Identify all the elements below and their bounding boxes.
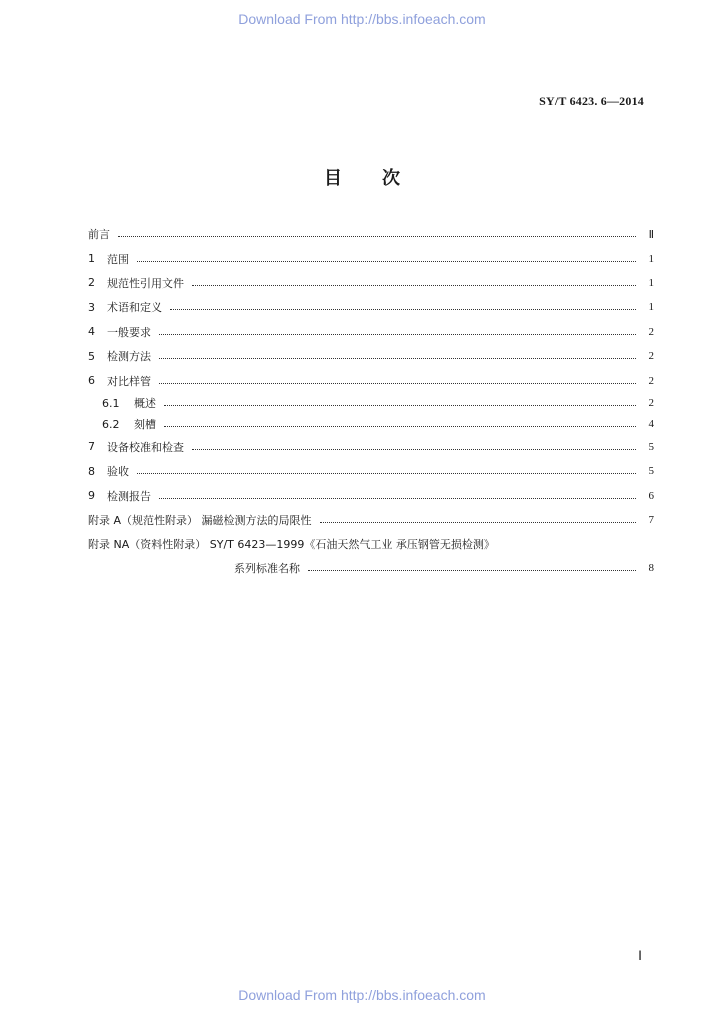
toc-leader-dots: [170, 308, 636, 310]
toc-label: 附录 NA（资料性附录） SY/T 6423—1999《石油天然气工业 承压钢管无损检测》: [88, 538, 495, 552]
toc-entry-6-2[interactable]: [88, 414, 654, 435]
toc-label: 验收: [107, 465, 129, 479]
toc-page-number: 7: [648, 514, 654, 527]
toc-page-number: 2: [648, 397, 654, 410]
toc-leader-dots: [159, 497, 636, 499]
toc-page-number: 1: [648, 301, 654, 314]
toc-entry-4[interactable]: [88, 320, 654, 344]
toc-entry-6-1[interactable]: [88, 393, 654, 414]
toc-leader-dots: [320, 521, 636, 523]
toc-leader-dots: [159, 357, 636, 359]
toc-page-number: 6: [648, 489, 654, 502]
toc-page-number: 5: [648, 465, 654, 478]
page-title: [0, 164, 724, 190]
toc-leader-dots: [164, 404, 636, 406]
toc-number: 7: [88, 440, 95, 454]
toc-leader-dots: [118, 235, 636, 237]
toc-number: 1: [88, 252, 95, 266]
toc-label: 前言: [88, 228, 110, 242]
toc-page-number: 2: [648, 374, 654, 387]
toc-number: 6: [88, 374, 95, 388]
title-left-char: 目: [324, 168, 342, 189]
toc-entry-6[interactable]: [88, 368, 654, 392]
toc-page-number: 4: [648, 418, 654, 431]
toc-leader-dots: [192, 448, 636, 450]
toc-entry-8[interactable]: [88, 459, 654, 483]
toc-label: 一般要求: [107, 325, 151, 339]
standard-code: SY/T 6423. 6—2014: [539, 94, 644, 108]
toc-label: 附录 A（规范性附录） 漏磁检测方法的局限性: [88, 514, 312, 528]
toc-entry-7[interactable]: [88, 435, 654, 459]
toc-number: 5: [88, 349, 95, 363]
toc-number: 9: [88, 489, 95, 503]
toc-label: 术语和定义: [107, 301, 162, 315]
toc-page-number: 5: [648, 440, 654, 453]
toc-leader-dots: [137, 260, 636, 262]
toc-leader-dots: [159, 382, 636, 384]
toc-page-number: 1: [648, 252, 654, 265]
toc-page-number: 8: [648, 562, 654, 575]
toc-page-number: 2: [648, 325, 654, 338]
toc-entry-3[interactable]: [88, 295, 654, 319]
toc-entry-appendix-na[interactable]: [88, 532, 654, 556]
toc-label: 刻槽: [134, 418, 156, 432]
toc-number: 8: [88, 464, 95, 478]
toc-number: 6.2: [102, 417, 120, 431]
toc-number: 3: [88, 300, 95, 314]
toc-number: 4: [88, 325, 95, 339]
toc-label: 检测报告: [107, 489, 151, 503]
title-right-char: 次: [382, 168, 400, 189]
toc-label: 对比样管: [107, 374, 151, 388]
watermark-top: Download From http://bbs.infoeach.com: [238, 11, 486, 27]
toc-page-number: 1: [648, 276, 654, 289]
toc-entry-appendix-a[interactable]: [88, 508, 654, 532]
page-number: Ⅰ: [638, 948, 642, 963]
toc-entry-5[interactable]: [88, 344, 654, 368]
toc-number: 6.1: [102, 396, 120, 410]
toc-entry-1[interactable]: [88, 246, 654, 270]
toc-entry-appendix-na-continued[interactable]: [88, 556, 654, 580]
toc-entry-2[interactable]: [88, 271, 654, 295]
toc-label: 概述: [134, 397, 156, 411]
toc-entry-foreword[interactable]: [88, 222, 654, 246]
toc-leader-dots: [164, 425, 636, 427]
toc-page-number: 2: [648, 350, 654, 363]
toc-label: 规范性引用文件: [107, 276, 184, 290]
toc-number: 2: [88, 276, 95, 290]
table-of-contents: [88, 222, 654, 580]
toc-leader-dots: [137, 472, 636, 474]
toc-label: 范围: [107, 252, 129, 266]
toc-leader-dots: [159, 333, 636, 335]
toc-label: 检测方法: [107, 350, 151, 364]
toc-entry-9[interactable]: [88, 484, 654, 508]
toc-page-number: Ⅱ: [648, 228, 654, 241]
toc-leader-dots: [192, 284, 636, 286]
toc-label: 设备校准和检查: [107, 440, 184, 454]
toc-leader-dots: [308, 569, 636, 571]
watermark-bottom: Download From http://bbs.infoeach.com: [238, 987, 486, 1003]
toc-label-continued: 系列标准名称: [234, 562, 300, 576]
